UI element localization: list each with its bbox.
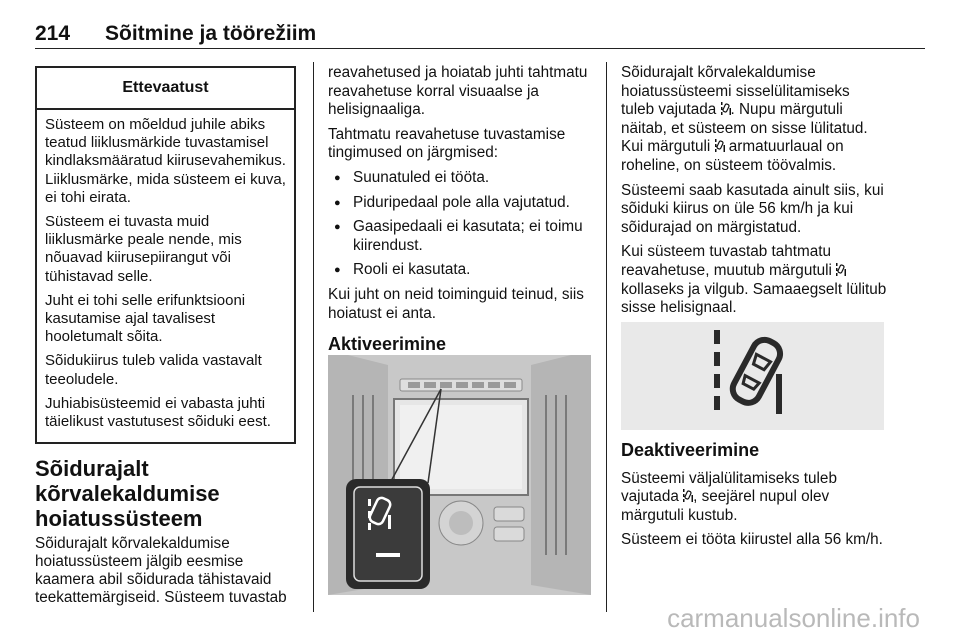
warning-box: [35, 66, 296, 444]
text: Kui süsteem tuvastab tahtmatu reavahetuse, muutub märgutuli: [621, 243, 837, 279]
warning-title: Ettevaatust: [37, 68, 294, 110]
lane-departure-icon: [721, 102, 731, 115]
paragraph: [621, 470, 887, 526]
header-rule: [35, 48, 925, 49]
paragraph: [621, 64, 887, 176]
paragraph: Süsteemi saab kasutada ainult siis, kui sõiduki kiirus on üle 56 km/h ja kui sõidurajad on märgistatud.: [621, 181, 884, 236]
text: , seejärel nupul olev märgutuli kustub.: [621, 488, 830, 524]
paragraph: [621, 243, 887, 317]
column-divider-2: [606, 62, 607, 612]
deactivation-block: [621, 441, 887, 556]
warning-paragraph: Juhiabisüsteemid ei vabasta juhti täielikust vastutusest sõiduki eest.: [45, 394, 271, 431]
activation-heading: Aktiveerimine: [328, 334, 447, 355]
text: Süsteemi väljalülitamiseks tuleb vajutada: [621, 469, 837, 506]
warning-paragraph: Juht ei tohi selle erifunktsiooni kasutamise ajal tavalisest hooletumalt sõita.: [45, 291, 246, 346]
paragraph: Süsteem ei tööta kiirustel alla 56 km/h.: [621, 531, 883, 549]
column-2: [328, 64, 594, 354]
paragraph: Kui juht on neid toiminguid teinud, siis hoiatust ei anta.: [328, 285, 584, 322]
text: armatuurlaual on roheline, on süsteem töövalmis.: [621, 138, 844, 174]
text: . Nupu märgutuli näitab, et süsteem on sisse lülitatud. Kui märgutuli: [621, 101, 868, 156]
watermark: carmanualsonline.info: [667, 603, 920, 633]
warning-paragraph: Süsteem ei tuvasta muid liiklusmärke peale nende, mis nõuavad kiirusepiirangut või tühistavad selle.: [45, 213, 242, 285]
page-title: Sõitmine ja töörežiim: [105, 22, 317, 45]
deactivation-heading: Deaktiveerimine: [621, 440, 760, 460]
dashboard-drawing: [328, 355, 591, 595]
paragraph: Tahtmatu reavahetuse tuvastamise tingimused on järgmised:: [328, 125, 566, 162]
dashboard-illustration: [328, 355, 591, 595]
section-intro: Sõidurajalt kõrvalekaldumise hoiatussüsteem jälgib eesmise kaamera abil sõidurada tähistavaid teekattemärgiseid. Süsteem tuvastab: [35, 535, 287, 606]
text: kollaseks ja vilgub. Samaaegselt lülitub sisse helisignaal.: [621, 280, 887, 317]
section-block: [35, 456, 297, 613]
paragraph: reavahetused ja hoiatab juhti tahtmatu reavahetuse korral visuaalse ja helisignaaliga.: [328, 64, 588, 119]
lane-departure-icon: [836, 263, 846, 276]
list-item: ● Piduripedaal pole alla vajutatud.: [328, 194, 594, 213]
lane-departure-icon: [621, 322, 884, 430]
section-heading: Sõidurajalt kõrvalekaldumise hoiatussüsteem: [35, 456, 220, 531]
page-number: 214: [35, 22, 71, 45]
list-item: ● Gaasipedaali ei kasutata; ei toimu kiirendust.: [328, 218, 594, 255]
page-header: [35, 22, 316, 46]
column-divider-1: [313, 62, 314, 612]
column-3: [621, 64, 887, 324]
lane-departure-icon: [715, 139, 725, 152]
list-item: ● Rooli ei kasutata.: [328, 261, 594, 280]
lane-departure-icon: [683, 489, 693, 502]
text: Sõidurajalt kõrvalekaldumise hoiatussüsteemi sisselülitamiseks tuleb vajutada: [621, 64, 850, 119]
warning-paragraph: Sõidukiirus tuleb valida vastavalt teeoludele.: [45, 352, 262, 388]
lane-departure-illustration: [621, 322, 884, 430]
warning-paragraph: Süsteem on mõeldud juhile abiks teatud liiklusmärkide tuvastamisel kindlaksmääratud kiirusevahemikus. Liiklusmärke, mida süsteem ei kuva, ei tohi eirata.: [45, 116, 286, 206]
conditions-list: [328, 169, 594, 280]
list-item: ● Suunatuled ei tööta.: [328, 169, 594, 188]
